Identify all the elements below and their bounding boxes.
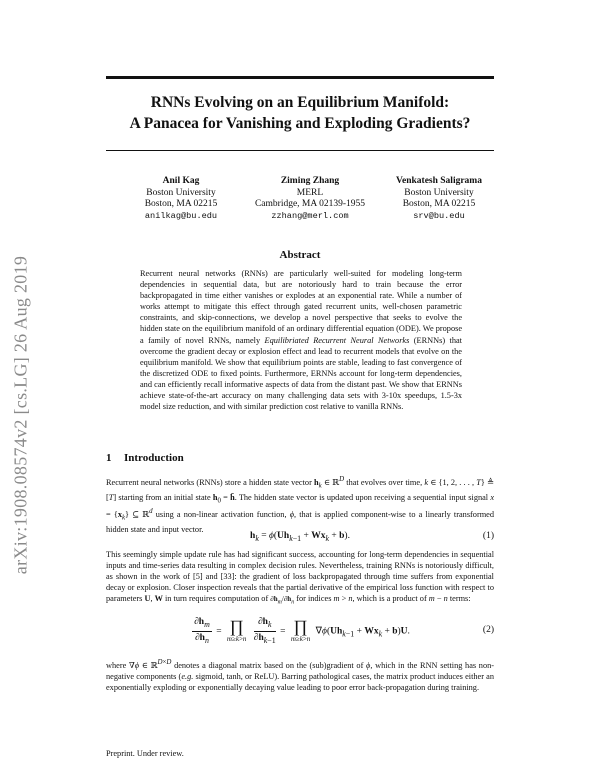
author-affiliation: Boston University (146, 187, 216, 198)
author-location: Boston, MA 02215 (402, 199, 476, 209)
author-email: zzhang@merl.com (271, 210, 349, 221)
equation-2: $\frac{\partial h_m}{\partial h_n}$ = ∏ m≥k>n $\frac{\partial h_k}{\partial h_{k-1}}$ = ∏ m≥k>n $\nabla\phi(Uh_{k-1} + Wx_k + b)U$. (2) (194, 616, 494, 645)
equation-1: $h_k = \phi(Uh_{k-1} + Wx_k + b)$. (1) (250, 531, 494, 543)
author-location: Cambridge, MA 02139-1955 (254, 199, 366, 209)
title-top-rule (106, 76, 494, 79)
author-block-1 (106, 176, 256, 222)
intro-paragraph-1: Recurrent neural networks (RNNs) store a hidden state vector $h_k$ ∈ ℝ$^D$ that evolves over time, k ∈ {1, 2, . . . , T} ≜ [T] starting from an initial state $h_0$ = h̄. The hidden state vector is updated upon receiving a sequential input signal $x = \{x_k\}$ ⊆ ℝ$^d$ using a non-linear activation function, ϕ, that is applied component-wise to a linearly transformed hidden state and input vector. (106, 476, 495, 534)
author-email: srv@bu.edu (413, 210, 465, 221)
author-email: anilkag@bu.edu (144, 210, 218, 221)
author-affiliation: MERL (296, 187, 324, 198)
intro-paragraph-2: This seemingly simple update rule has had significant success, accounting for long-term dependencies in sequential inputs and time-series data resulting in complex decision rules. Nevertheless, training RNNs is notoriously difficult, as shown in the work of [5] and [33]: the gradient of loss backpropagated through time suffers from exponential decay or explosion. Closer inspection reveals that the partial derivative of the empirical loss function with respect to parameters U, W in turn requires computation of $\partial h_m/\partial h_n$ for indices m > n, which is a product of m − n terms: (106, 550, 494, 606)
author-block-3 (364, 176, 514, 222)
section-number: 1 (106, 452, 112, 464)
abstract-text: Recurrent neural networks (RNNs) are particularly well-suited for modeling long-term dependencies in sequential data, but are notoriously hard to train because the error backpropagated in time either vanishes or explodes at an exponential rate. While a number of works attempt to mitigate this effect through gated recurrent units, well-chosen parametric constraints, and skip-connections, we develop a novel perspective that seeks to evolve the hidden state on the equilibrium manifold of an ordinary differential equation (ODE). We propose a family of novel RNNs, namely Equilibriated Recurrent Neural Networks (ERNNs) that overcome the gradient decay or explosion effect and lead to recurrent models that evolve on the equilibrium manifold. We show that equilibrium points are stable, leading to fast convergence of the discretized ODE to fixed points. Furthermore, ERNNs account for long-term dependencies, and can efficiently recall informative aspects of data from the distant past. We show that ERNNs achieve state-of-the-art accuracy on many challenging data sets with 3-10x speedups, 1.5-3x model size reduction, and with similar prediction cost relative to vanilla RNNs. (140, 269, 462, 412)
arxiv-stamp: arXiv:1908.08574v2 [cs.LG] 26 Aug 2019 (10, 255, 31, 575)
author-location: Boston, MA 02215 (144, 199, 218, 209)
intro-paragraph-3: where ∇ϕ ∈ ℝ$^{D\times D}$ denotes a diagonal matrix based on the (sub)gradient of ϕ, which in the RNN setting has non-negative components (e.g. sigmoid, tanh, or ReLU). Barring pathological cases, the matrix product induces either an exponentially exploding or exponentially decaying value leading to poor error back-propagation during training. (106, 659, 495, 692)
author-affiliation: Boston University (404, 187, 474, 198)
section-title: Introduction (124, 452, 184, 464)
preprint-footer: Preprint. Under review. (106, 749, 184, 758)
author-name: Venkatesh Saligrama (396, 176, 482, 186)
section-heading (106, 452, 184, 464)
title-line-1: RNNs Evolving on an Equilibrium Manifold: (150, 94, 450, 111)
author-name: Ziming Zhang (280, 176, 340, 186)
author-name: Anil Kag (162, 176, 200, 186)
title-line-2: A Panacea for Vanishing and Exploding Gradients? (129, 115, 471, 132)
abstract-heading: Abstract (279, 249, 321, 261)
title-bottom-rule (106, 150, 494, 151)
equation-number: (1) (482, 531, 494, 541)
equation-number: (2) (482, 625, 494, 635)
author-block-2 (235, 176, 385, 222)
paper-title (106, 92, 494, 134)
